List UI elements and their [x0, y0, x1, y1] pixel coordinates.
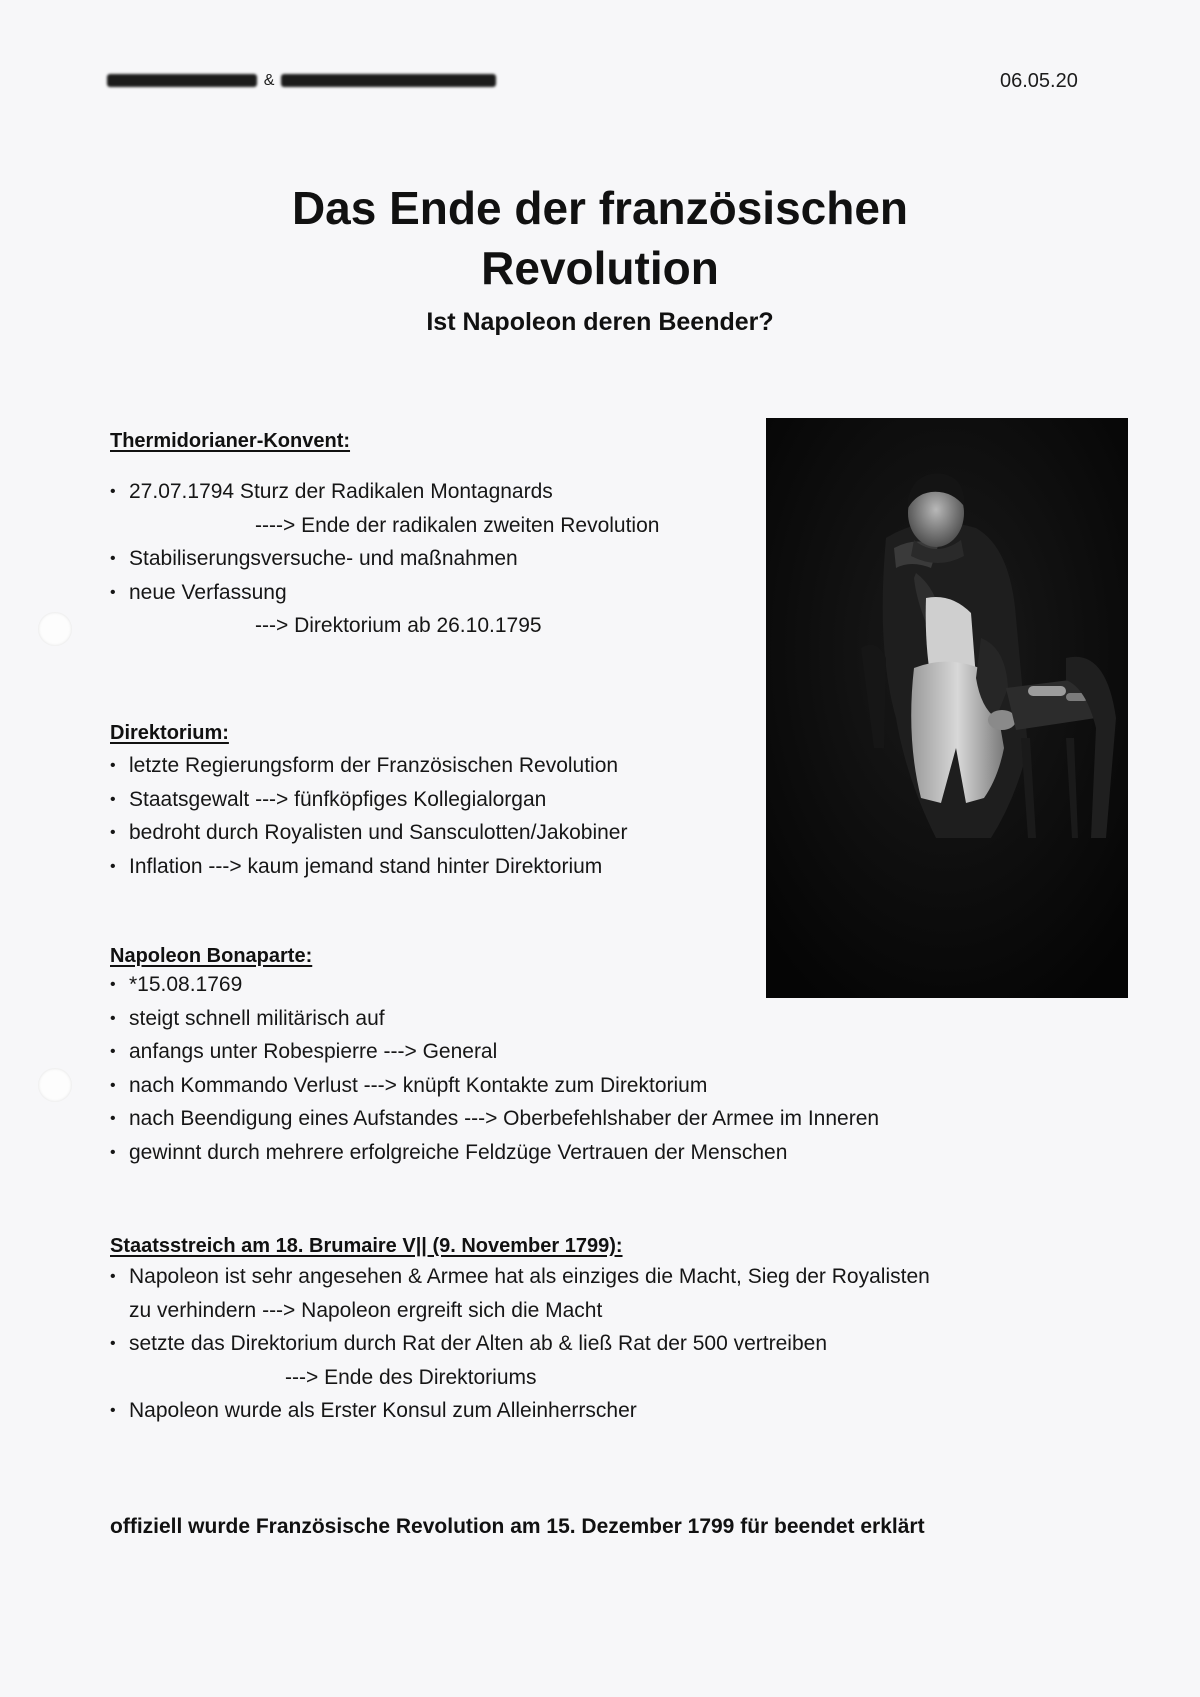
section-thermidor	[110, 430, 659, 643]
list-item: • Inflation ---> kaum jemand stand hinter Direktorium	[110, 850, 627, 884]
section-staatsstreich	[110, 1235, 930, 1428]
list-item: • Napoleon wurde als Erster Konsul zum Alleinherrscher	[110, 1394, 930, 1428]
list-item-arrow: ---> Direktorium ab 26.10.1795	[255, 614, 542, 637]
section-heading: Thermidorianer-Konvent:	[110, 430, 351, 452]
napoleon-portrait-image	[766, 418, 1128, 998]
list-item: • letzte Regierungsform der Französischen Revolution	[110, 749, 627, 783]
bullet-list	[110, 1260, 930, 1428]
list-item: • setzte das Direktorium durch Rat der Alten ab & ließ Rat der 500 vertreiben	[110, 1327, 930, 1361]
author-separator: &	[263, 71, 275, 89]
title-line-1: Das Ende der französischen	[291, 182, 909, 234]
punch-hole	[38, 612, 72, 646]
title-line-2: Revolution	[481, 242, 719, 294]
list-item: • gewinnt durch mehrere erfolgreiche Feldzüge Vertrauen der Menschen	[110, 1136, 879, 1170]
list-item: • anfangs unter Robespierre ---> General	[110, 1035, 879, 1069]
section-napoleon	[110, 945, 879, 1169]
page-subtitle: Ist Napoleon deren Beender?	[426, 308, 774, 336]
list-item: • nach Kommando Verlust ---> knüpft Kontakte zum Direktorium	[110, 1069, 879, 1103]
bullet-list	[110, 749, 627, 883]
list-item: • Staatsgewalt ---> fünfköpfiges Kollegialorgan	[110, 783, 627, 817]
list-item: • *15.08.1769	[110, 968, 879, 1002]
section-heading: Staatsstreich am 18. Brumaire V|| (9. November 1799):	[110, 1235, 623, 1257]
section-heading: Direktorium:	[110, 722, 229, 744]
bullet-list	[110, 475, 659, 643]
redacted-name	[107, 74, 257, 87]
section-direktorium	[110, 722, 627, 883]
list-item: • steigt schnell militärisch auf	[110, 1002, 879, 1036]
list-item-arrow: ----> Ende der radikalen zweiten Revolution	[255, 513, 660, 537]
punch-hole	[38, 1068, 72, 1102]
document-date: 06.05.20	[1000, 70, 1078, 92]
list-item-continuation: zu verhindern ---> Napoleon ergreift sich die Macht	[129, 1298, 603, 1322]
list-item: • nach Beendigung eines Aufstandes ---> Oberbefehlshaber der Armee im Inneren	[110, 1102, 879, 1136]
page-title	[0, 178, 1200, 298]
section-heading: Napoleon Bonaparte:	[110, 945, 313, 967]
list-item: • 27.07.1794 Sturz der Radikalen Montagnards	[110, 475, 659, 509]
author-names-redacted	[107, 70, 496, 90]
list-item: • bedroht durch Royalisten und Sansculotten/Jakobiner	[110, 816, 627, 850]
list-item: • Stabiliserungsversuche- und maßnahmen	[110, 542, 659, 576]
redacted-name	[281, 74, 496, 87]
bullet-list	[110, 968, 879, 1169]
list-item: • neue Verfassung	[110, 576, 659, 610]
list-item-arrow: ---> Ende des Direktoriums	[285, 1365, 537, 1389]
conclusion-text: offiziell wurde Französische Revolution am 15. Dezember 1799 für beendet erklärt	[110, 1515, 925, 1538]
list-item: • Napoleon ist sehr angesehen & Armee hat als einziges die Macht, Sieg der Royalisten	[110, 1260, 930, 1294]
portrait-illustration	[766, 418, 1128, 998]
